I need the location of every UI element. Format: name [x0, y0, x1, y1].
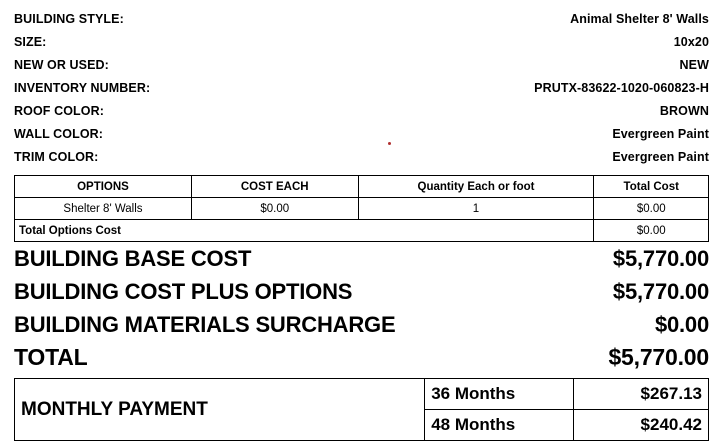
option-total-cost-cell: $0.00 — [594, 198, 709, 220]
spec-label-inventory-number: INVENTORY NUMBER: — [14, 81, 151, 95]
red-dot-marker — [388, 142, 391, 145]
payment-term-48: 48 Months — [425, 410, 574, 441]
spec-row-building-style — [14, 8, 709, 31]
building-base-cost-amount: $5,770.00 — [612, 246, 709, 271]
monthly-payment-label: MONTHLY PAYMENT — [15, 379, 425, 441]
spec-row-size — [14, 31, 709, 54]
spec-row-new-or-used — [14, 54, 709, 77]
options-header-quantity: Quantity Each or foot — [358, 176, 594, 198]
total-line — [0, 341, 723, 374]
spec-value-size: 10x20 — [673, 35, 709, 49]
options-table-header-row — [15, 176, 709, 198]
option-quantity-cell: 1 — [358, 198, 594, 220]
building-cost-plus-options-line — [0, 275, 723, 308]
spec-label-new-or-used: NEW OR USED: — [14, 58, 109, 72]
spec-value-roof-color: BROWN — [659, 104, 709, 118]
materials-surcharge-amount: $0.00 — [654, 312, 709, 337]
spec-value-wall-color: Evergreen Paint — [612, 127, 709, 141]
options-header-options: OPTIONS — [15, 176, 192, 198]
options-total-value: $0.00 — [594, 220, 709, 242]
option-cost-each-cell: $0.00 — [191, 198, 358, 220]
spec-label-roof-color: ROOF COLOR: — [14, 104, 104, 118]
option-name-cell: Shelter 8' Walls — [15, 198, 192, 220]
spec-label-wall-color: WALL COLOR: — [14, 127, 104, 141]
materials-surcharge-label: BUILDING MATERIALS SURCHARGE — [14, 312, 396, 337]
spec-label-trim-color: TRIM COLOR: — [14, 150, 99, 164]
spec-row-trim-color — [14, 146, 709, 169]
spec-row-inventory-number — [14, 77, 709, 100]
payment-amount-36: $267.13 — [573, 379, 708, 410]
building-cost-plus-options-amount: $5,770.00 — [612, 279, 709, 304]
building-cost-plus-options-label: BUILDING COST PLUS OPTIONS — [14, 279, 353, 304]
table-row — [15, 198, 709, 220]
options-header-cost-each: COST EACH — [191, 176, 358, 198]
spec-row-roof-color — [14, 100, 709, 123]
spec-label-building-style: BUILDING STYLE: — [14, 12, 124, 26]
options-table-container — [0, 169, 723, 242]
spec-value-building-style: Animal Shelter 8' Walls — [570, 12, 709, 26]
building-specs-list — [0, 0, 723, 169]
building-base-cost-line — [0, 242, 723, 275]
total-amount: $5,770.00 — [608, 344, 709, 370]
spec-row-wall-color — [14, 123, 709, 146]
spec-value-new-or-used: NEW — [679, 58, 709, 72]
spec-label-size: SIZE: — [14, 35, 47, 49]
total-label: TOTAL — [14, 344, 88, 370]
options-table — [14, 175, 709, 242]
building-base-cost-label: BUILDING BASE COST — [14, 246, 252, 271]
spec-value-trim-color: Evergreen Paint — [612, 150, 709, 164]
payment-term-36: 36 Months — [425, 379, 574, 410]
spec-value-inventory-number: PRUTX-83622-1020-060823-H — [534, 81, 709, 95]
payment-amount-48: $240.42 — [573, 410, 708, 441]
payment-row-36-months — [15, 379, 709, 410]
options-total-label: Total Options Cost — [15, 220, 594, 242]
materials-surcharge-line — [0, 308, 723, 341]
options-total-row — [15, 220, 709, 242]
monthly-payment-table — [14, 378, 709, 441]
monthly-payment-container — [0, 374, 723, 441]
options-header-total-cost: Total Cost — [594, 176, 709, 198]
